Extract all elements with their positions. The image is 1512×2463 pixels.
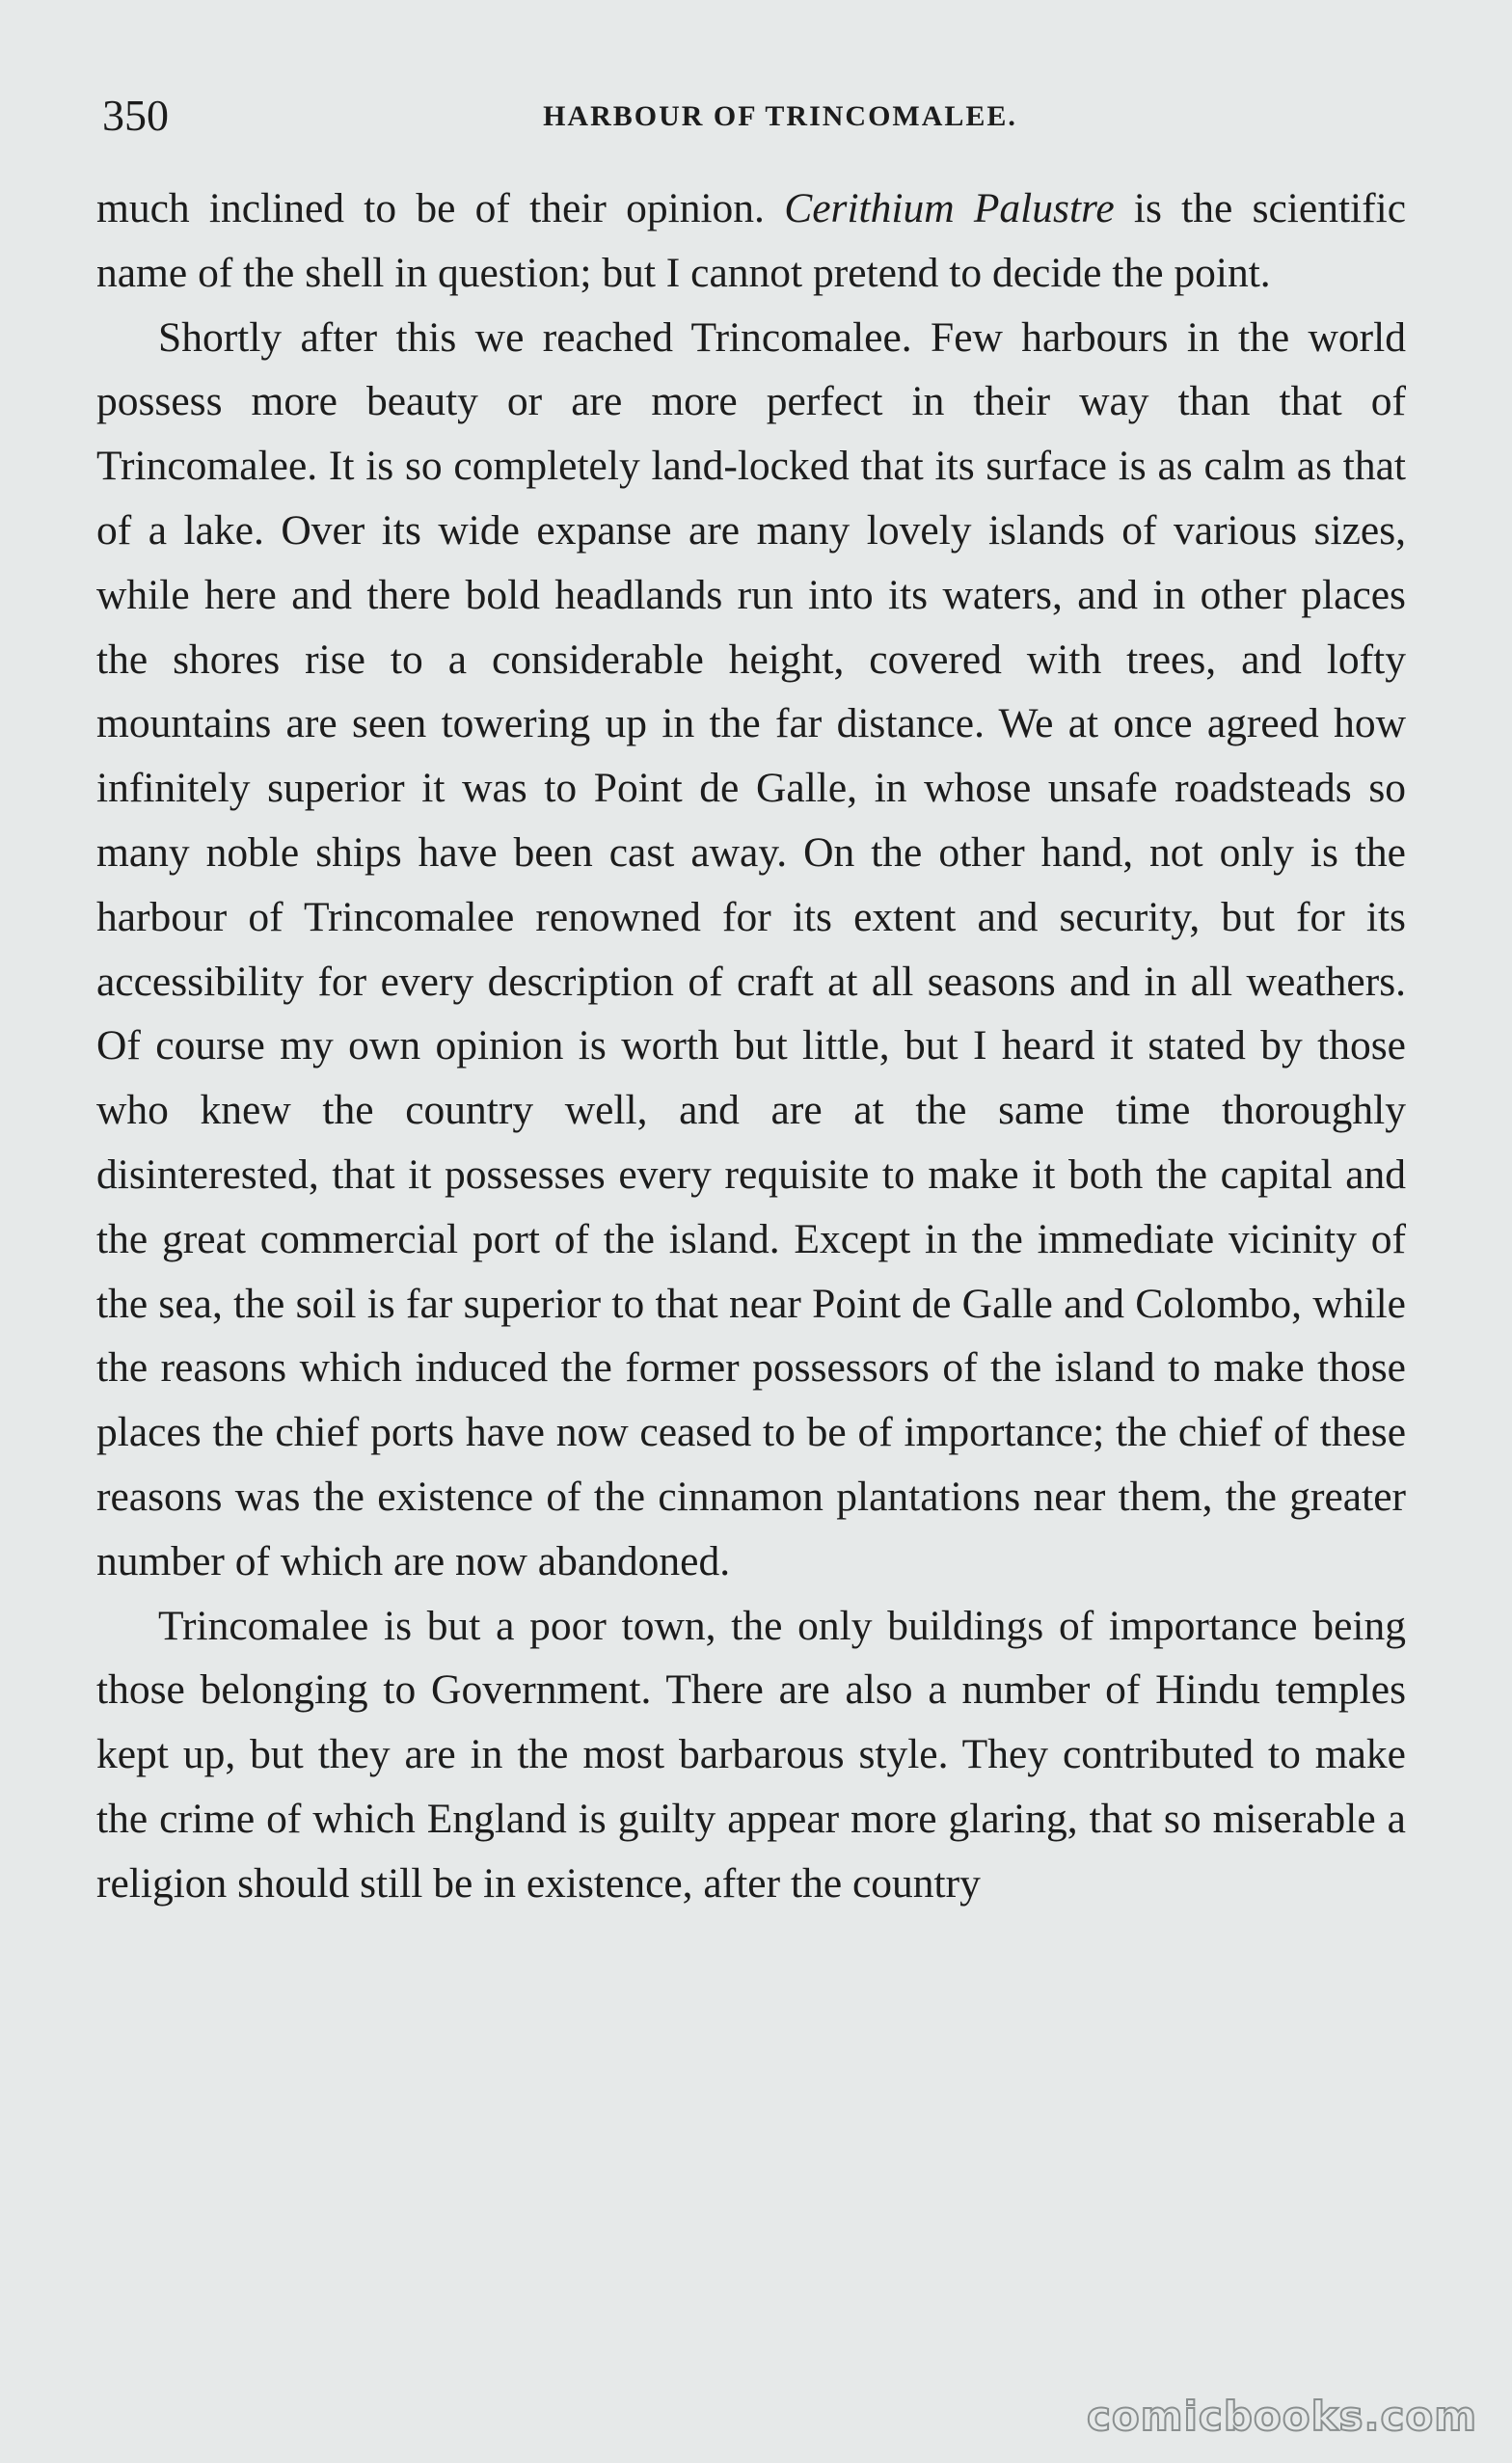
paragraph-3: Trincomalee is but a poor town, the only buildings of importance being those belonging to Government. There are also a number of Hindu temples kept up, but they are in the most barbarous style. They contributed to make the crime of which England is guilty appear more glaring, that so miserable a religion should still be in existence, after the country [96,1602,1406,1907]
page-number: 350 [102,91,169,140]
running-title: HARBOUR OF TRINCOMALEE. [543,100,1017,132]
paragraph-1-text-b: is the scientific name of the shell in question; but I cannot pretend to decide the point. [96,185,1407,296]
watermark: comicbooks.com [1087,2393,1477,2440]
body-text [96,176,1406,1916]
species-name: Cerithium Palustre [784,185,1115,231]
paragraph-1-text-a: much inclined to be of their opinion. [96,185,785,231]
book-page [96,0,1406,2463]
paragraph-1 [96,176,1406,306]
paragraph-2: Shortly after this we reached Trincomalee. Few harbours in the world possess more beauty or are more perfect in their way than that of Trincomalee. It is so completely land-locked that its surface is as calm as that of a lake. Over its wide expanse are many lovely islands of various sizes, while here and there bold headlands run into its waters, and in other places the shores rise to a considerable height, covered with trees, and lofty mountains are seen towering up in the far distance. We at once agreed how infinitely superior it was to Point de Galle, in whose unsafe roadsteads so many noble ships have been cast away. On the other hand, not only is the harbour of Trincomalee renowned for its extent and security, but for its accessibility for every description of craft at all seasons and in all weathers. Of course my own opinion is worth but little, but I heard it stated by those who knew the country well, and are at the same time thoroughly disinterested, that it possesses every requisite to make it both the capital and the great commercial port of the island. Except in the immediate vicinity of the sea, the soil is far superior to that near Point de Galle and Colombo, while the reasons which induced the former possessors of the island to make those places the chief ports have now ceased to be of importance; the chief of these reasons was the existence of the cinnamon plantations near them, the greater number of which are now abandoned. [96,313,1406,1584]
page-header [96,87,1406,145]
